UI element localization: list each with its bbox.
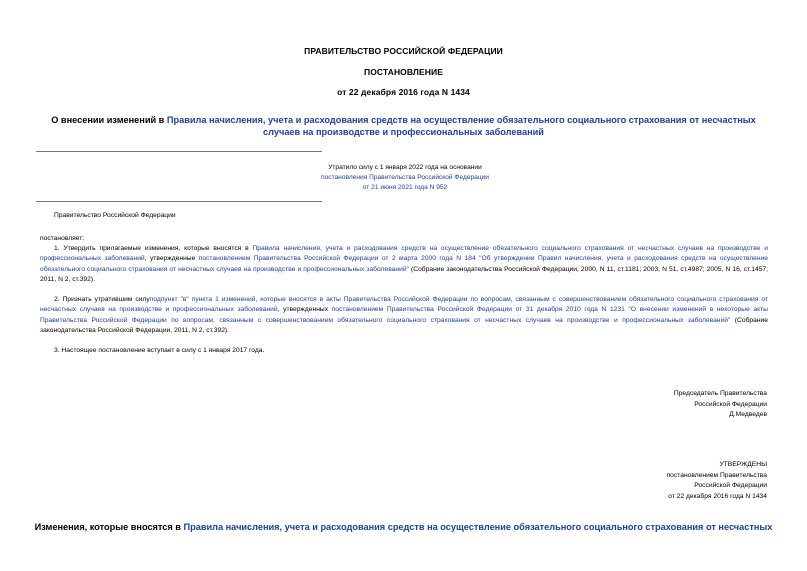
p2-text-b: , утвержденных [277, 306, 332, 314]
p2-decree-1231-link[interactable]: постановлением Правительства Российской Федерации от 31 декабря 2010 года N 1231 "О внесении изменений в некоторые акты Правительства Российской Федерации по вопросам, связанным с совершенствованием обязательного социального страхования от несчастных случаев на производстве и профессиональных заболеваний" [40, 306, 768, 324]
approved-by: постановлением Правительства [666, 471, 767, 479]
signature-block [674, 389, 767, 421]
title-rules-link[interactable]: Правила начисления, учета и расходования средств на осуществление обязательного социального страхования от несчастных случаев на производстве и профессиональных заболеваний [166, 115, 756, 137]
title-prefix: О внесении изменений в [51, 115, 167, 125]
repeal-decree-date-link[interactable]: от 21 июня 2021 года N 952 [362, 184, 448, 191]
issuer-heading: ПРАВИТЕЛЬСТВО РОССИЙСКОЙ ФЕДЕРАЦИИ [304, 46, 503, 56]
decrees-line: постановляет: [40, 235, 85, 242]
document-date-number: от 22 декабря 2016 года N 1434 [337, 87, 470, 97]
approved-heading: УТВЕРЖДЕНЫ [719, 461, 767, 468]
signature-position: Председатель Правительства [673, 390, 767, 397]
p2-text-c: (Собрание законодательства Российской Федерации, 2011, N 2, ст.392). [40, 316, 768, 335]
separator-bottom [36, 201, 322, 202]
p1-text-c: (Собрание законодательства Российской Федерации, 2000, N 11, ст.1181; 2003, N 51, ст.4987; 2005, N 16, ст.1457; 2011, N 2, ст.392). [40, 265, 768, 284]
approved-block [667, 460, 767, 502]
approved-date-number: от 22 декабря 2016 года N 1434 [668, 492, 767, 500]
repeal-decree-link[interactable]: постановления Правительства Российской Федерации [321, 174, 489, 181]
document-title [40, 114, 767, 138]
p2-text-a: 2. Признать утратившим силу [54, 296, 150, 303]
p1-decree-184-link[interactable]: постановлением Правительства Российской Федерации от 2 марта 2000 года N 184 "Об утверждении Правил начисления, учета и расходования средств на осуществление обязательного социального страхования от несчастных случаев на производстве и профессиональных заболеваний" [40, 255, 768, 273]
signature-org: Российской Федерации [694, 400, 767, 408]
p1-text-a: 1. Утвердить прилагаемые изменения, которые вносятся в [54, 245, 253, 252]
p1-rules-link[interactable]: Правила начисления, учета и расходования средств на осуществление обязательного социального страхования от несчастных случаев на производстве и профессиональных заболеваний [40, 245, 768, 263]
approved-org: Российской Федерации [694, 482, 767, 489]
p1-text-b: , утвержденные [144, 255, 199, 263]
separator-top [36, 151, 322, 152]
paragraph-2 [40, 295, 768, 337]
government-line: Правительство Российской Федерации [54, 212, 176, 219]
paragraph-1 [40, 244, 768, 286]
changes-title-prefix: Изменения, которые вносятся в [34, 522, 184, 532]
changes-title [20, 521, 787, 533]
paragraph-3: 3. Настоящее постановление вступает в силу с 1 января 2017 года. [54, 347, 265, 354]
changes-title-rules-link[interactable]: Правила начисления, учета и расходования средств на осуществление обязательного социального страхования от несчастных [183, 522, 773, 532]
status-note-text: Утратило силу с 1 января 2022 года на основании [328, 164, 482, 171]
document-type-heading: ПОСТАНОВЛЕНИЕ [364, 67, 443, 77]
status-note [300, 163, 510, 193]
p2-subparagraph-link[interactable]: подпункт "в" пункта 1 изменений, которые вносятся в акты Правительства Российской Федерации по вопросам, связанным с совершенствованием обязательного социального страхования от несчастных случаев на производстве и профессиональных заболеваний [40, 296, 768, 314]
signature-name: Д.Медведев [729, 411, 767, 418]
